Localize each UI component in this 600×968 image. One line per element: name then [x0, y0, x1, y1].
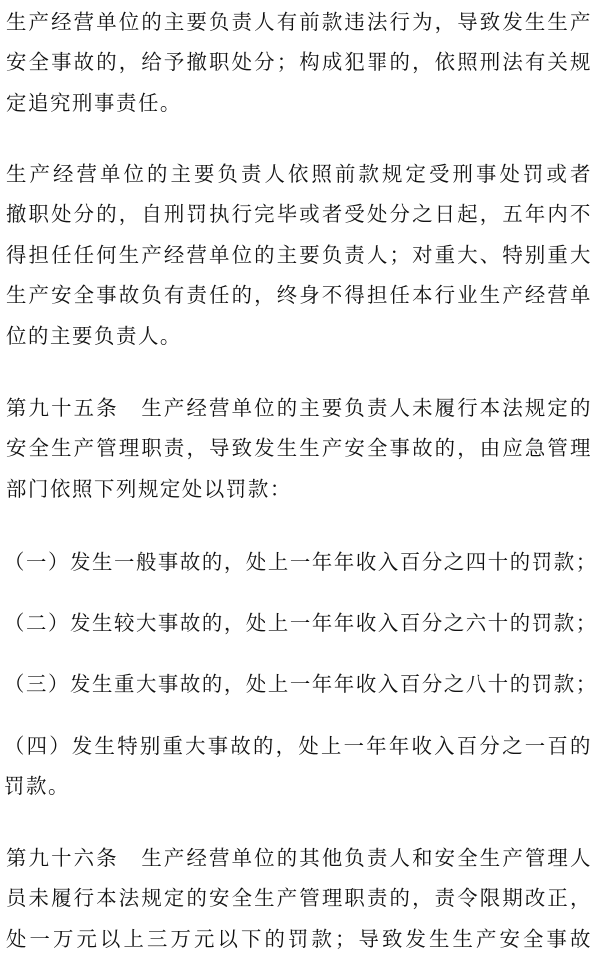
text-line: 处一万元以上三万元以下的罚款；导致发生生产安全事故: [6, 926, 592, 951]
article-96: [6, 838, 592, 959]
text-line: 安全事故的，给予撤职处分；构成犯罪的，依照刑法有关规: [6, 50, 592, 75]
penalty-item-1: [4, 542, 598, 582]
text-line: 生产经营单位的主要负责人有前款违法行为，导致发生生产: [6, 10, 592, 34]
text-line: （二）发生较大事故的，处上一年年收入百分之六十的罚款；: [4, 611, 598, 635]
paragraph-main-responsible-dismissal: [6, 2, 592, 123]
penalty-item-4: [4, 726, 592, 807]
penalty-item-2: [4, 603, 598, 643]
text-line: 部门依照下列规定处以罚款：: [6, 476, 292, 501]
text-line: 得担任任何生产经营单位的主要负责人；对重大、特别重大: [6, 242, 592, 267]
text-line: （三）发生重大事故的，处上一年年收入百分之八十的罚款；: [4, 672, 598, 696]
text-line: 第九十五条 生产经营单位的主要负责人未履行本法规定的: [6, 396, 592, 420]
text-line: 员未履行本法规定的安全生产管理职责的，责令限期改正，: [6, 886, 592, 911]
text-line: （四）发生特别重大事故的，处上一年年收入百分之一百的: [4, 734, 592, 758]
paragraph-employment-ban: [6, 154, 592, 356]
text-line: 生产安全事故负有责任的，终身不得担任本行业生产经营单: [6, 283, 592, 308]
text-line: 撤职处分的，自刑罚执行完毕或者受处分之日起，五年内不: [6, 202, 592, 227]
text-line: 位的主要负责人。: [6, 323, 182, 348]
penalty-item-3: [4, 664, 598, 704]
text-line: 罚款。: [4, 774, 70, 799]
article-95: [6, 388, 592, 509]
text-line: 生产经营单位的主要负责人依照前款规定受刑事处罚或者: [6, 162, 592, 186]
text-line: 安全生产管理职责，导致发生生产安全事故的，由应急管理: [6, 436, 592, 461]
text-line: 定追究刑事责任。: [6, 90, 182, 115]
text-line: 第九十六条 生产经营单位的其他负责人和安全生产管理人: [6, 846, 592, 870]
text-line: （一）发生一般事故的，处上一年年收入百分之四十的罚款；: [4, 550, 598, 574]
